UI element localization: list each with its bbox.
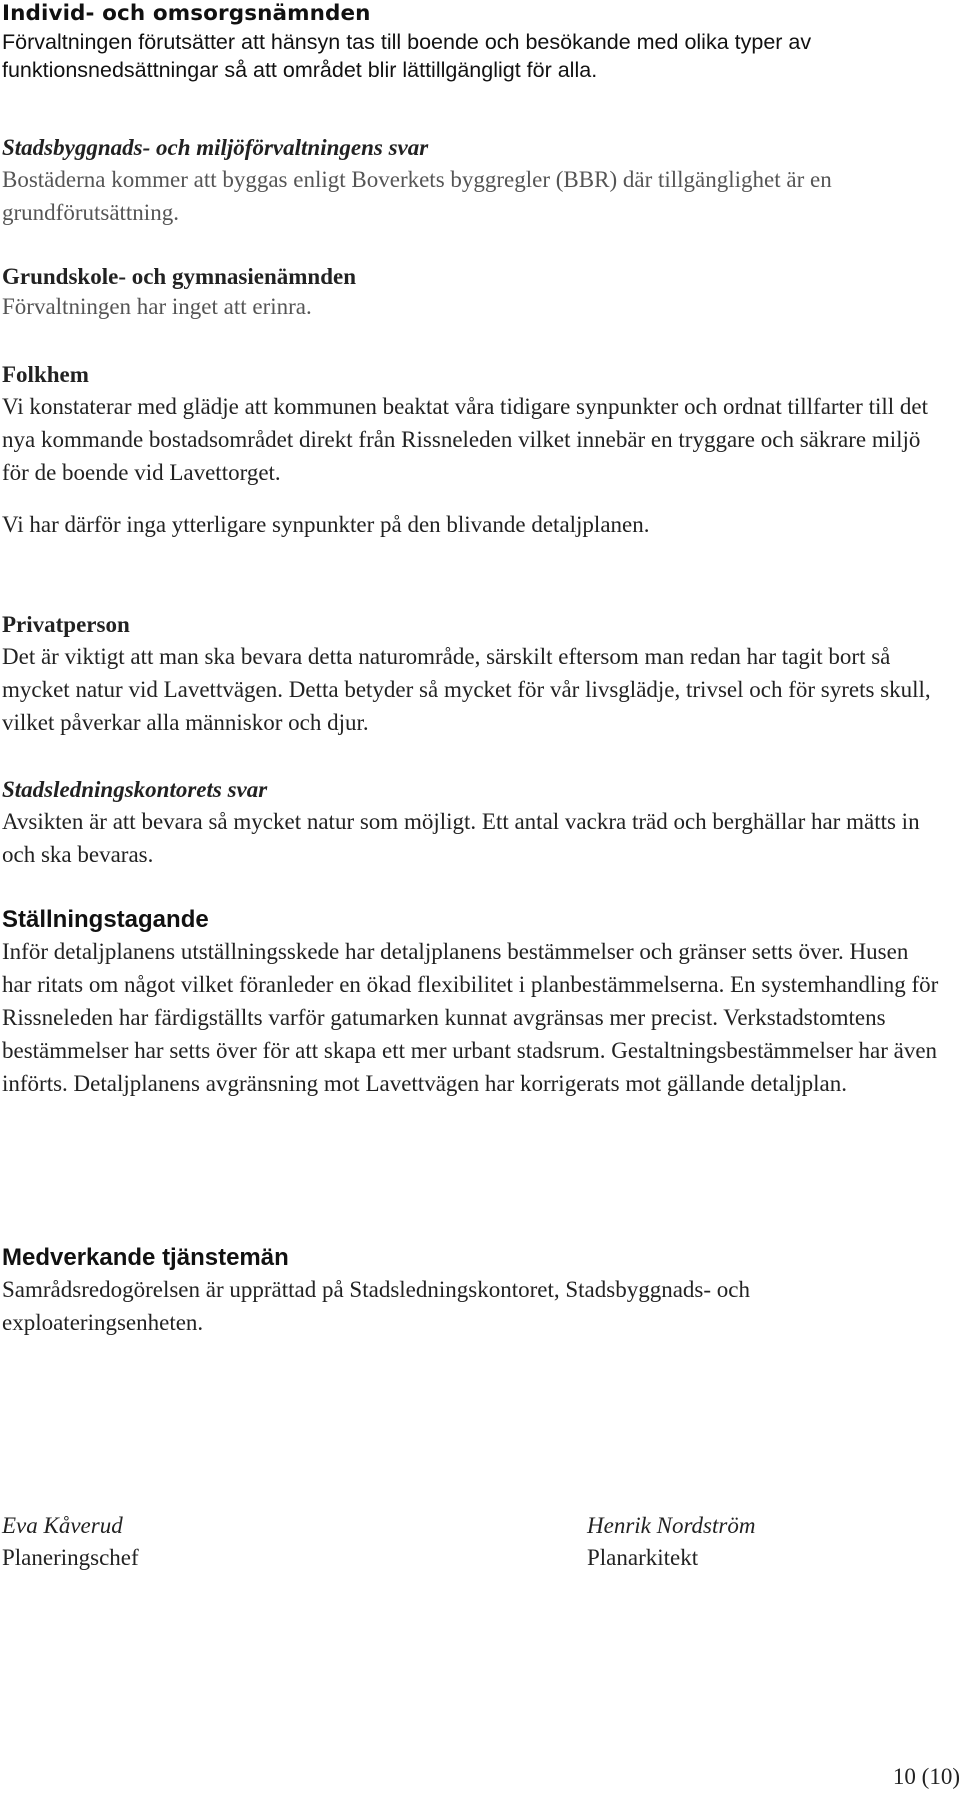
section-stallningstagande: [2, 905, 942, 1100]
section-heading: Folkhem: [2, 362, 89, 387]
section-heading: Grundskole- och gymnasienämnden: [2, 264, 357, 289]
section-text: Förvaltningen förutsätter att hänsyn tas till boende och besökande med olika typer av funktionsnedsättningar så att området blir lättillgängligt för alla.: [2, 30, 812, 82]
section-heading: Privatperson: [2, 612, 130, 637]
section-text: Avsikten är att bevara så mycket natur som möjligt. Ett antal vackra träd och berghällar har mätts in och ska bevaras.: [2, 809, 920, 867]
signatory-name: Eva Kåverud: [2, 1513, 123, 1538]
section-heading: Stadsbyggnads- och miljöförvaltningens svar: [2, 135, 429, 160]
section-text-2: Vi har därför inga ytterligare synpunkter på den blivande detaljplanen.: [2, 512, 650, 537]
section-slk-svar: [2, 775, 942, 871]
signature-left: [2, 1510, 139, 1574]
section-heading: Stadsledningskontorets svar: [2, 777, 268, 802]
section-medverkande: [2, 1243, 942, 1339]
page-number: 10 (10): [892, 1764, 960, 1789]
signature-right: [587, 1510, 755, 1574]
section-text: Bostäderna kommer att byggas enligt Boverkets byggregler (BBR) där tillgänglighet är en grundförutsättning.: [2, 167, 832, 225]
section-heading: Individ- och omsorgsnämnden: [2, 1, 371, 26]
section-text: Vi konstaterar med glädje att kommunen beaktat våra tidigare synpunkter och ordnat tillfarter till det nya kommande bostadsområdet direkt från Rissneleden vilket innebär en tryggare och säkrare miljö för de boende vid Lavettorget.: [2, 394, 928, 485]
signatory-title: Planeringschef: [2, 1545, 139, 1570]
section-sbm-svar: [2, 133, 942, 229]
section-individ-omsorg: [2, 0, 942, 84]
signatory-title: Planarkitekt: [587, 1545, 699, 1570]
section-heading: Medverkande tjänstemän: [2, 1244, 289, 1271]
section-privatperson: [2, 610, 942, 739]
section-text: Förvaltningen har inget att erinra.: [2, 294, 312, 319]
signatory-name: Henrik Nordström: [587, 1513, 756, 1538]
section-text: Det är viktigt att man ska bevara detta naturområde, särskilt eftersom man redan har tagit bort så mycket natur vid Lavettvägen. Detta betyder så mycket för vår livsglädje, trivsel och för syrets skull, vilket påverkar alla människor och djur.: [2, 644, 931, 735]
section-folkhem: [2, 360, 942, 541]
section-heading: Ställningstagande: [2, 906, 209, 933]
section-text: Inför detaljplanens utställningsskede har detaljplanens bestämmelser och gränser setts över. Husen har ritats om något vilket föranleder en ökad flexibilitet i planbestämmelserna. En systemhandling för Rissneleden har färdigställts varför gatumarken kunnat avgränsas mer precist. Verkstadstomtens bestämmelser har setts över för att skapa ett mer urbant stadsrum. Gestaltningsbestämmelser har även införts. Detaljplanens avgränsning mot Lavettvägen har korrigerats mot gällande detaljplan.: [2, 939, 939, 1096]
section-text: Samrådsredogörelsen är upprättad på Stadsledningskontoret, Stadsbyggnads- och exploateringsenheten.: [2, 1277, 750, 1335]
section-grundskole: [2, 262, 942, 322]
